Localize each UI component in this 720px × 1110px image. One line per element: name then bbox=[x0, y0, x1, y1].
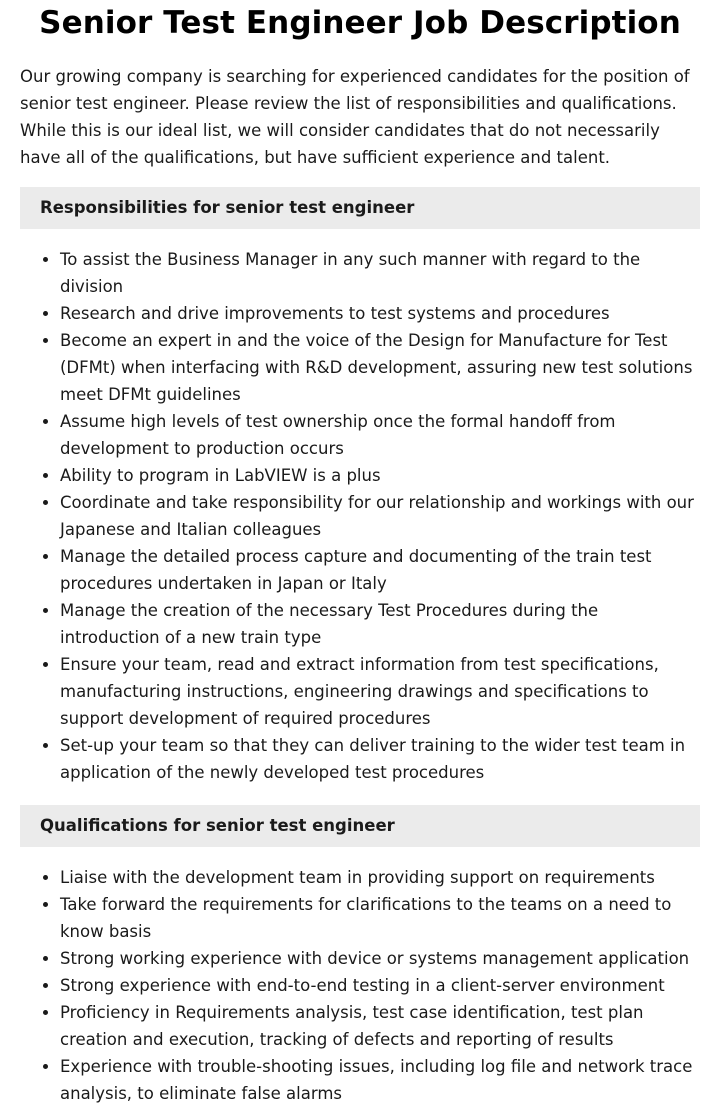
list-item bbox=[60, 651, 700, 732]
bullet-icon bbox=[43, 956, 48, 961]
list-item bbox=[60, 489, 700, 543]
list-item-text: Liaise with the development team in providing support on requirements bbox=[60, 868, 655, 887]
list-item bbox=[60, 891, 700, 945]
list-item-text: Experience with trouble-shooting issues, including log file and network trace analysis, to eliminate false alarms bbox=[60, 1057, 693, 1103]
list-item bbox=[60, 1053, 700, 1107]
qualifications-list bbox=[20, 864, 700, 1107]
list-item bbox=[60, 246, 700, 300]
list-item-text: Research and drive improvements to test systems and procedures bbox=[60, 304, 610, 323]
list-item bbox=[60, 300, 700, 327]
list-item bbox=[60, 945, 700, 972]
responsibilities-heading: Responsibilities for senior test engineer bbox=[20, 187, 700, 229]
list-item-text: Proficiency in Requirements analysis, test case identification, test plan creation and execution, tracking of defects and reporting of results bbox=[60, 1003, 644, 1049]
bullet-icon bbox=[43, 743, 48, 748]
bullet-icon bbox=[43, 500, 48, 505]
list-item bbox=[60, 732, 700, 786]
list-item bbox=[60, 408, 700, 462]
bullet-icon bbox=[43, 554, 48, 559]
list-item-text: To assist the Business Manager in any such manner with regard to the division bbox=[60, 250, 641, 296]
list-item-text: Manage the detailed process capture and documenting of the train test procedures undertaken in Japan or Italy bbox=[60, 547, 652, 593]
bullet-icon bbox=[43, 257, 48, 262]
list-item-text: Ability to program in LabVIEW is a plus bbox=[60, 466, 381, 485]
bullet-icon bbox=[43, 662, 48, 667]
list-item bbox=[60, 543, 700, 597]
list-item-text: Assume high levels of test ownership once the formal handoff from development to production occurs bbox=[60, 412, 616, 458]
list-item bbox=[60, 864, 700, 891]
list-item-text: Ensure your team, read and extract information from test specifications, manufacturing instructions, engineering drawings and specifications to support development of required procedures bbox=[60, 655, 659, 728]
list-item-text: Take forward the requirements for clarifications to the teams on a need to know basis bbox=[60, 895, 672, 941]
bullet-icon bbox=[43, 338, 48, 343]
qualifications-heading: Qualifications for senior test engineer bbox=[20, 805, 700, 847]
bullet-icon bbox=[43, 311, 48, 316]
intro-paragraph: Our growing company is searching for experienced candidates for the position of senior test engineer. Please review the list of responsibilities and qualifications. While this is our ideal list, we will consider candidates that do not necessarily have all of the qualifications, but have sufficient experience and talent. bbox=[20, 67, 690, 167]
bullet-icon bbox=[43, 1064, 48, 1069]
list-item bbox=[60, 462, 700, 489]
list-item-text: Set-up your team so that they can deliver training to the wider test team in application of the newly developed test procedures bbox=[60, 736, 686, 782]
list-item bbox=[60, 972, 700, 999]
bullet-icon bbox=[43, 473, 48, 478]
bullet-icon bbox=[43, 1010, 48, 1015]
list-item bbox=[60, 597, 700, 651]
bullet-icon bbox=[43, 875, 48, 880]
bullet-icon bbox=[43, 608, 48, 613]
list-item-text: Strong working experience with device or systems management application bbox=[60, 949, 690, 968]
page-title: Senior Test Engineer Job Description bbox=[39, 5, 681, 41]
list-item bbox=[60, 999, 700, 1053]
list-item-text: Coordinate and take responsibility for our relationship and workings with our Japanese and Italian colleagues bbox=[60, 493, 694, 539]
bullet-icon bbox=[43, 983, 48, 988]
list-item bbox=[60, 327, 700, 408]
list-item-text: Become an expert in and the voice of the Design for Manufacture for Test (DFMt) when interfacing with R&D development, assuring new test solutions meet DFMt guidelines bbox=[60, 331, 693, 404]
responsibilities-list bbox=[20, 246, 700, 786]
bullet-icon bbox=[43, 419, 48, 424]
list-item-text: Strong experience with end-to-end testing in a client-server environment bbox=[60, 976, 665, 995]
bullet-icon bbox=[43, 902, 48, 907]
list-item-text: Manage the creation of the necessary Test Procedures during the introduction of a new train type bbox=[60, 601, 599, 647]
